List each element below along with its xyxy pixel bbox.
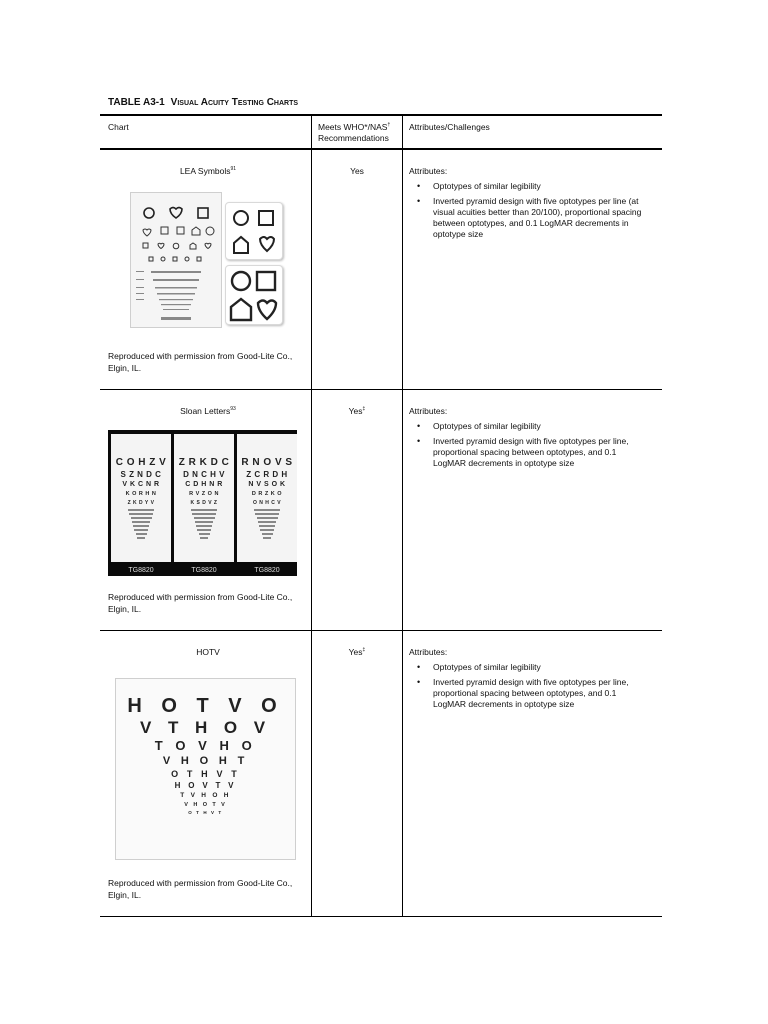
sloan-letter-row: D N C H V — [183, 470, 225, 479]
sloan-letter-row: Z R K D C — [178, 457, 230, 468]
sloan-small-row — [192, 513, 216, 515]
meets-sloan — [312, 406, 402, 417]
sloan-letter-row: K S D V Z — [190, 499, 218, 506]
hotv-chart-image — [115, 678, 296, 860]
sloan-letter-row: R N O V S — [241, 457, 293, 468]
header-meets — [318, 122, 400, 144]
meets-lea — [312, 166, 402, 177]
sloan-letter-row: V K C N R — [122, 481, 160, 488]
list-item: • Inverted pyramid design with five optotypes per line (at visual acuities better than 20/100), proportional spacing between optotypes, and 0.1 LogMAR decrements in optotype size — [409, 196, 649, 240]
hotv-letter-row: V H O T V — [184, 801, 227, 808]
sloan-small-row — [200, 537, 209, 539]
table-title — [108, 97, 298, 108]
sloan-small-row — [133, 525, 149, 527]
sloan-small-row — [128, 509, 154, 511]
header-chart: Chart — [108, 122, 129, 132]
column-divider-2 — [402, 114, 403, 917]
attributes-list — [409, 662, 649, 710]
rule-top — [100, 114, 662, 116]
chart-ref: 91 — [230, 166, 237, 173]
sloan-letter-row: C D H N R — [185, 481, 223, 488]
meets-sup: ‡ — [362, 647, 366, 654]
sloan-small-row — [262, 533, 273, 535]
table-caption: Visual Acuity Testing Charts — [170, 97, 299, 108]
meets-value: Yes — [350, 166, 364, 176]
sloan-letter-row: Z K D Y V — [127, 499, 155, 506]
hotv-rows — [116, 679, 295, 817]
sloan-panel — [111, 434, 171, 574]
rule-row2 — [100, 630, 662, 631]
sloan-panel-number: TG8820 — [191, 567, 217, 574]
sloan-small-row — [131, 517, 152, 519]
list-item: • Optotypes of similar legibility — [409, 421, 649, 432]
sloan-small-row — [260, 529, 274, 531]
rule-row1 — [100, 389, 662, 390]
sloan-letters-chart-image — [108, 430, 297, 576]
attributes-label: Attributes: — [409, 647, 448, 657]
hotv-letter-row: T V H O H — [180, 792, 231, 799]
sloan-small-row — [136, 533, 147, 535]
sloan-small-row — [255, 513, 279, 515]
sloan-letter-row: S Z N D C — [120, 470, 162, 479]
hotv-letter-row: H O V T V — [174, 781, 237, 790]
sloan-small-row — [254, 509, 280, 511]
credit-lea: Reproduced with permission from Good-Lite Co., Elgin, IL. — [108, 351, 293, 373]
sloan-small-row — [129, 513, 153, 515]
chart-name-text: HOTV — [196, 647, 220, 657]
hotv-letter-row: T O V H O — [154, 738, 257, 753]
hotv-letter-row: O T H V T — [171, 769, 240, 779]
sloan-panel — [174, 434, 234, 574]
sloan-letter-row: C O H Z V — [115, 457, 167, 468]
sloan-panel-number: TG8820 — [254, 567, 280, 574]
attributes-lea — [409, 166, 649, 240]
rule-bottom — [100, 916, 662, 917]
rule-header — [100, 148, 662, 150]
credit-sloan: Reproduced with permission from Good-Lite Co., Elgin, IL. — [108, 592, 293, 614]
sloan-letter-row: Z C R D H — [246, 470, 288, 479]
sloan-small-row — [195, 521, 214, 523]
meets-hotv — [312, 647, 402, 658]
attributes-hotv — [409, 647, 649, 710]
lea-symbol-card-1 — [225, 202, 283, 260]
list-item: • Optotypes of similar legibility — [409, 662, 649, 673]
chart-name-hotv — [108, 647, 308, 658]
attributes-list — [409, 181, 649, 240]
column-divider-1 — [311, 114, 312, 917]
sloan-small-row — [137, 537, 146, 539]
header-meets-line2: Recommendations — [318, 133, 389, 143]
sloan-small-row — [194, 517, 215, 519]
sloan-small-row — [191, 509, 217, 511]
sloan-letter-row: D R Z K O — [251, 491, 283, 497]
sloan-panel — [237, 434, 297, 574]
chart-name-text: Sloan Letters — [180, 406, 231, 416]
chart-ref: 93 — [230, 406, 236, 413]
attributes-list — [409, 421, 649, 469]
lea-symbols-chart-image — [130, 192, 222, 328]
meets-value: Yes — [348, 647, 363, 657]
header-meets-sup: † — [387, 122, 391, 129]
sloan-small-row — [132, 521, 151, 523]
credit-hotv: Reproduced with permission from Good-Lite Co., Elgin, IL. — [108, 878, 293, 900]
sloan-small-row — [257, 517, 278, 519]
sloan-letter-row: R V Z O N — [189, 491, 219, 497]
lea-symbol-card-2 — [225, 265, 283, 325]
lea-symbols-chart-drawing — [131, 193, 221, 327]
attributes-label: Attributes: — [409, 166, 448, 176]
attributes-label: Attributes: — [409, 406, 448, 416]
sloan-letter-row: K O R H N — [125, 491, 157, 497]
header-meets-text: Meets WHO*/NAS — [318, 122, 388, 132]
list-item: • Inverted pyramid design with five optotypes per line, proportional spacing between optotypes, and 0.1 LogMAR decrements in optotype size — [409, 677, 649, 710]
lea-symbol-card-drawing — [226, 266, 282, 324]
list-item: • Inverted pyramid design with five optotypes per line, proportional spacing between optotypes, and 0.1 LogMAR decrements in optotype size — [409, 436, 649, 469]
lea-symbol-card-drawing — [226, 203, 282, 259]
meets-sup: ‡ — [362, 406, 366, 413]
list-item: • Optotypes of similar legibility — [409, 181, 649, 192]
sloan-small-row — [134, 529, 148, 531]
sloan-panel-number: TG8820 — [128, 567, 154, 574]
header-attributes: Attributes/Challenges — [409, 122, 490, 132]
chart-name-lea — [108, 166, 308, 177]
chart-name-text: LEA Symbols — [179, 166, 231, 176]
sloan-small-row — [258, 521, 277, 523]
chart-name-sloan — [108, 406, 308, 417]
hotv-letter-row: V H O H T — [162, 755, 249, 767]
sloan-letter-row: O N H C V — [252, 499, 282, 506]
attributes-sloan — [409, 406, 649, 469]
sloan-small-row — [199, 533, 210, 535]
sloan-small-row — [263, 537, 272, 539]
hotv-letter-row: V T H O V — [139, 718, 271, 737]
sloan-letter-row: N V S O K — [248, 481, 286, 488]
hotv-letter-row: H O T V O — [127, 695, 284, 717]
sloan-small-row — [259, 525, 275, 527]
meets-value: Yes — [348, 406, 363, 416]
hotv-letter-row: O T H V T — [188, 810, 223, 815]
sloan-small-row — [196, 525, 212, 527]
sloan-small-row — [197, 529, 211, 531]
table-number: TABLE A3-1 — [108, 97, 165, 108]
